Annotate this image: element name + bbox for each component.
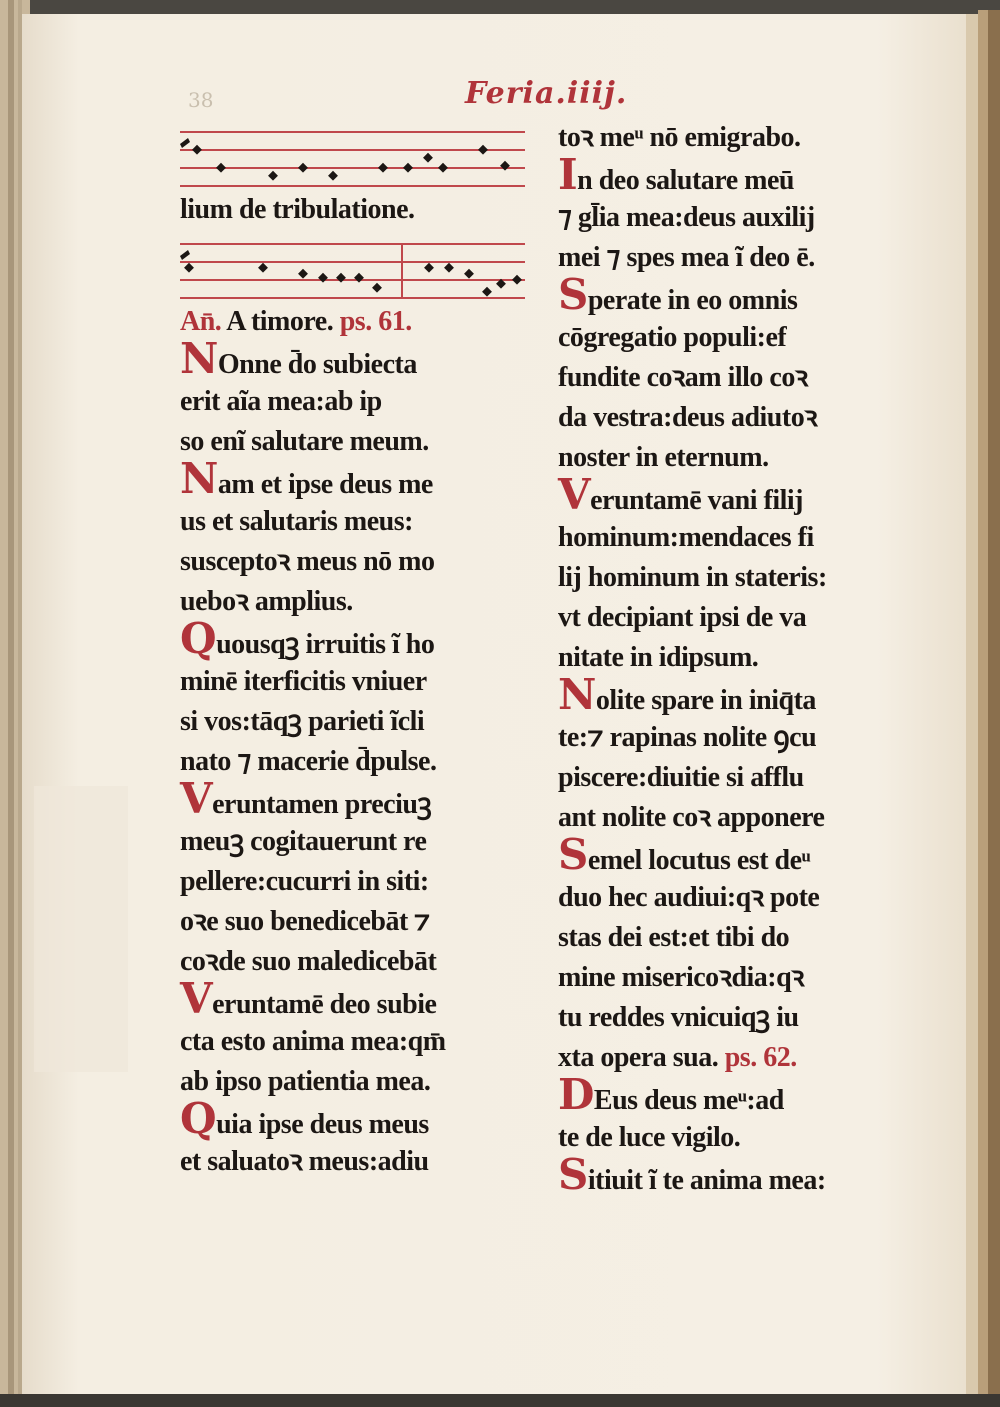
text-line (180, 1142, 530, 1182)
line-text: meuꝫ cogitauerunt re (180, 826, 427, 857)
text-line (180, 742, 530, 782)
line-text: te de luce vigilo. (558, 1122, 741, 1153)
text-line (180, 382, 530, 422)
line-text: da vestra:deus adiutoꝛ (558, 402, 817, 433)
text-line (180, 334, 530, 383)
line-text: uousqꝫ irruitis ĩ ho (216, 629, 435, 660)
text-line (558, 558, 908, 598)
line-text: cōgregatio populi:ef (558, 322, 787, 353)
text-line (558, 598, 908, 638)
text-line (180, 582, 530, 622)
music-staff-1 (180, 118, 530, 190)
line-text: xta opera sua. (558, 1042, 719, 1073)
rubricated-initial: S (558, 270, 588, 319)
line-text: duo hec audiui:qꝛ pote (558, 882, 820, 913)
text-line (558, 670, 908, 719)
text-line (180, 942, 530, 982)
running-header: Feria.iiij. (465, 76, 628, 111)
line-text: coꝛde suo maledicebāt (180, 946, 437, 977)
line-text: perate in eo omnis (587, 285, 798, 316)
rubricated-initial: S (558, 1150, 588, 1199)
line-text: eruntamen preciuꝫ (212, 789, 432, 820)
line-text: eruntamē vani filij (590, 485, 804, 516)
line-text: nitate in idipsum. (558, 642, 759, 673)
left-text-lines (180, 334, 530, 1182)
neume-staff-icon (180, 118, 525, 190)
text-line (180, 774, 530, 823)
rubricated-initial: Q (180, 614, 217, 663)
text-line (558, 1118, 908, 1158)
text-line (180, 422, 530, 462)
text-line (180, 862, 530, 902)
right-text-lines (558, 118, 908, 1198)
text-line (558, 398, 908, 438)
antiphon-text: A timore. (226, 306, 334, 337)
text-line (180, 454, 530, 503)
line-text: oꝛe suo benedicebāt ⁊ (180, 906, 430, 937)
text-line (558, 270, 908, 319)
text-line (558, 438, 908, 478)
text-line (180, 974, 530, 1023)
text-line (558, 1038, 908, 1078)
text-line (558, 518, 908, 558)
line-text: tu reddes vnicuiqꝫ iu (558, 1002, 799, 1033)
line-text: olite spare in iniq̄ta (595, 685, 816, 716)
line-text: cta esto anima mea:qm̄ (180, 1026, 446, 1057)
line-text: emel locutus est deᵘ (587, 845, 811, 876)
text-line (558, 958, 908, 998)
text-line (558, 918, 908, 958)
chant-text-line: lium de tribulatione. (180, 194, 415, 225)
line-text: te:⁊ rapinas nolite ꝯcu (558, 722, 817, 753)
text-line (180, 662, 530, 702)
line-text: ueboꝛ amplius. (180, 586, 353, 617)
text-line (558, 758, 908, 798)
line-text: eruntamē deo subie (212, 989, 437, 1020)
neume-staff-icon (180, 230, 525, 302)
line-text: si vos:tāqꝫ parieti ĩcli (180, 706, 425, 737)
line-text: noster in eternum. (558, 442, 769, 473)
text-line (558, 470, 908, 519)
rubricated-initial: Q (180, 1094, 217, 1143)
antiphon-line (180, 302, 530, 342)
text-line (558, 718, 908, 758)
psalm-reference-62: ps. 62. (718, 1042, 797, 1073)
psalm-reference: ps. 61. (339, 306, 412, 337)
folio-number: 38 (188, 88, 214, 112)
text-line (558, 150, 908, 199)
text-line (180, 542, 530, 582)
text-line (558, 238, 908, 278)
text-line (180, 702, 530, 742)
line-text: vt decipiant ipsi de va (558, 602, 807, 633)
rubricated-initial: N (180, 454, 218, 503)
rubricated-initial: V (180, 774, 213, 823)
text-line (558, 358, 908, 398)
text-line (180, 902, 530, 942)
line-text: erit aĩa mea:ab ip (180, 386, 382, 417)
text-line (180, 822, 530, 862)
text-line (180, 1094, 530, 1143)
text-line (558, 1070, 908, 1119)
line-text: toꝛ meᵘ nō emigrabo. (558, 122, 801, 153)
line-text: susceptoꝛ meus nō mo (180, 546, 435, 577)
line-text: pellere:cucurri in siti: (180, 866, 429, 897)
text-line (180, 502, 530, 542)
line-text: us et salutaris meus: (180, 506, 413, 537)
line-text: piscere:diuitie si afflu (558, 762, 804, 793)
line-text: ab ipso patientia mea. (180, 1066, 431, 1097)
line-text: minē iterficitis vniuer (180, 666, 427, 697)
line-text: et saluatoꝛ meus:adiu (180, 1146, 429, 1177)
text-line (180, 1022, 530, 1062)
line-text: am et ipse deus me (217, 469, 433, 500)
line-text: uia ipse deus meus (216, 1109, 429, 1140)
right-column (558, 118, 908, 1198)
line-text: lij hominum in stateris: (558, 562, 827, 593)
line-text: nato ⁊ macerie d̄pulse. (180, 746, 437, 777)
line-text: n deo salutare meū (577, 165, 794, 196)
paper-repair-patch (34, 786, 128, 1072)
line-text: Eus deus meᵘ:ad (593, 1085, 784, 1116)
text-line (558, 318, 908, 358)
line-text: stas dei est:et tibi do (558, 922, 790, 953)
rubricated-initial: V (180, 974, 213, 1023)
line-text: mei ⁊ spes mea ĩ deo ē. (558, 242, 815, 273)
line-text: hominum:mendaces fi (558, 522, 814, 553)
rubricated-initial: S (558, 830, 588, 879)
line-text: ant nolite coꝛ apponere (558, 802, 825, 833)
text-line (558, 198, 908, 238)
rubricated-initial: V (558, 470, 591, 519)
rubricated-initial: D (558, 1070, 594, 1119)
music-staff-2 (180, 230, 530, 302)
text-line (558, 638, 908, 678)
antiphon-rubric: An̄. (180, 306, 222, 337)
text-line (180, 1062, 530, 1102)
text-line (558, 1150, 908, 1199)
rubricated-initial: N (558, 670, 596, 719)
text-line (558, 998, 908, 1038)
rubricated-initial: I (558, 150, 578, 199)
text-line (558, 830, 908, 879)
line-text: so enĩ salutare meum. (180, 426, 429, 457)
text-line (558, 878, 908, 918)
line-text: mine misericoꝛdia:qꝛ (558, 962, 804, 993)
text-line (180, 614, 530, 663)
line-text: ⁊ gl̄ia mea:deus auxilij (558, 202, 815, 233)
left-column (180, 118, 530, 1182)
text-line (558, 118, 908, 158)
text-line (558, 798, 908, 838)
line-text: Onne d̄o subiecta (217, 349, 417, 380)
line-text: itiuit ĩ te anima mea: (587, 1165, 826, 1196)
line-text: fundite coꝛam illo coꝛ (558, 362, 808, 393)
rubricated-initial: N (180, 334, 218, 383)
